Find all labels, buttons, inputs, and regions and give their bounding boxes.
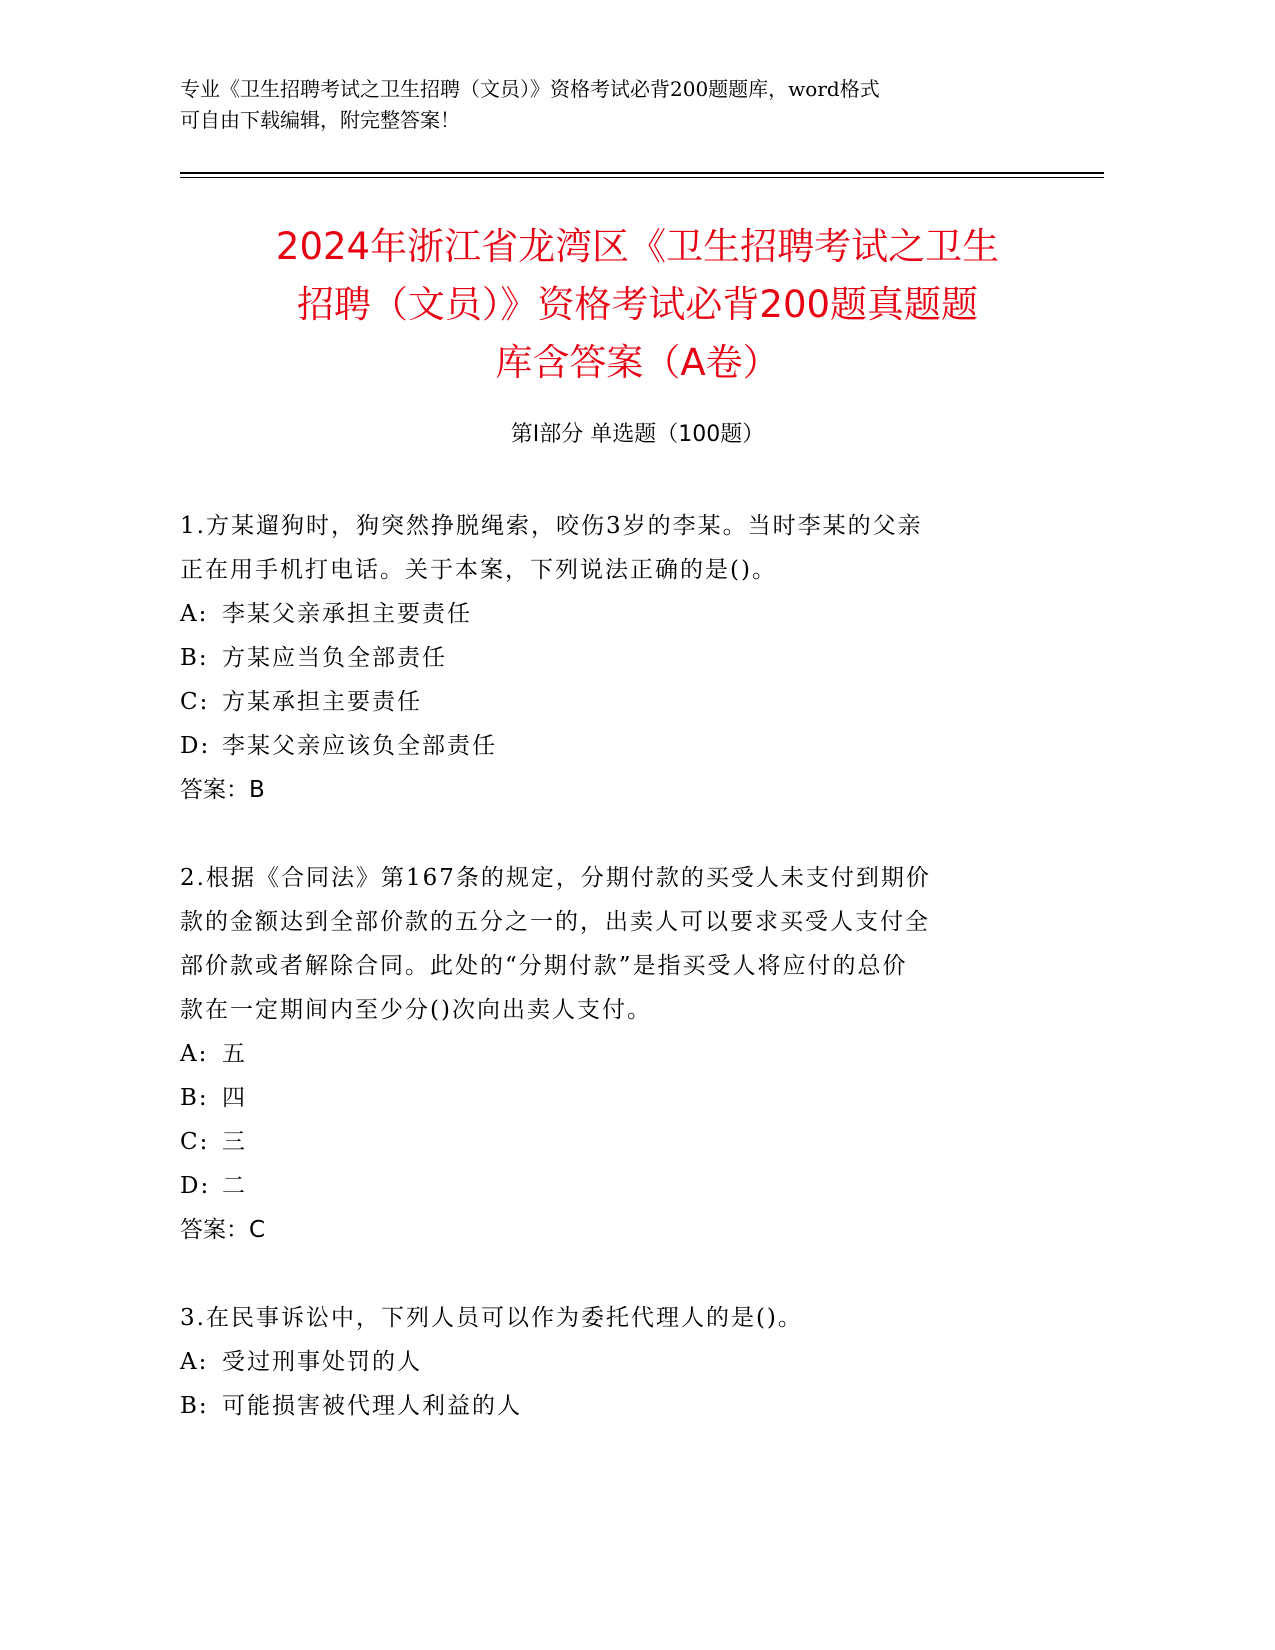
option-letter: B: [180,1085,209,1111]
option-letter: B: [180,645,209,671]
option-c [180,1120,1040,1164]
option-text: 四 [222,1085,247,1111]
question-gap [180,1252,1040,1296]
option-letter: D: [180,1173,211,1199]
option-letter: A: [180,1349,209,1375]
section-title: 第Ⅰ部分 单选题（100题） [510,422,765,447]
option-letter: C: [180,689,210,715]
option-letter: A: [180,601,209,627]
option-letter: B: [180,1393,209,1419]
document-title [160,218,1115,392]
question-stem-line: 3.在民事诉讼中，下列人员可以作为委托代理人的是()。 [180,1305,803,1331]
question-stem-line: 部价款或者解除合同。此处的“分期付款”是指买受人将应付的总价 [180,953,908,979]
option-a [180,592,1040,636]
question-stem-line: 款的金额达到全部价款的五分之一的，出卖人可以要求买受人支付全 [180,909,930,935]
question-2 [180,856,1040,1252]
option-letter: A: [180,1041,209,1067]
question-1 [180,504,1040,812]
option-c [180,680,1040,724]
document-title-line-2: 招聘（文员）》资格考试必背200题真题题 [296,283,979,326]
option-b [180,1384,1040,1428]
question-gap [180,812,1040,856]
option-a [180,1032,1040,1076]
option-text: 五 [222,1041,247,1067]
document-title-line-1: 2024年浙江省龙湾区《卫生招聘考试之卫生 [275,225,1000,268]
question-3 [180,1296,1040,1428]
header-note [180,74,1060,136]
option-text: 三 [222,1129,247,1155]
answer-line: 答案：B [180,777,265,803]
header-note-line-1: 专业《卫生招聘考试之卫生招聘（文员）》资格考试必背200题题库，word格式 [180,77,880,101]
option-d [180,1164,1040,1208]
header-rule-thin [180,177,1104,178]
header-note-line-2: 可自由下载编辑，附完整答案！ [180,108,460,132]
option-text: 二 [222,1173,247,1199]
document-title-line-3: 库含答案（A卷） [495,341,780,384]
option-letter: D: [180,733,211,759]
option-letter: C: [180,1129,210,1155]
option-text: 方某承担主要责任 [222,689,422,715]
question-stem-line: 2.根据《合同法》第167条的规定，分期付款的买受人未支付到期价 [180,865,931,891]
option-b [180,636,1040,680]
option-text: 李某父亲承担主要责任 [222,601,472,627]
question-stem-line: 正在用手机打电话。关于本案，下列说法正确的是()。 [180,557,777,583]
question-stem-line: 款在一定期间内至少分()次向出卖人支付。 [180,997,652,1023]
option-text: 受过刑事处罚的人 [222,1349,422,1375]
question-list [180,504,1040,1428]
option-text: 可能损害被代理人利益的人 [222,1393,522,1419]
option-text: 李某父亲应该负全部责任 [222,733,497,759]
answer-line: 答案：C [180,1217,266,1243]
header-rule-thick [180,172,1104,174]
question-stem-line: 1.方某遛狗时，狗突然挣脱绳索，咬伤3岁的李某。当时李某的父亲 [180,513,923,539]
option-d [180,724,1040,768]
option-a [180,1340,1040,1384]
option-text: 方某应当负全部责任 [222,645,447,671]
option-b [180,1076,1040,1120]
